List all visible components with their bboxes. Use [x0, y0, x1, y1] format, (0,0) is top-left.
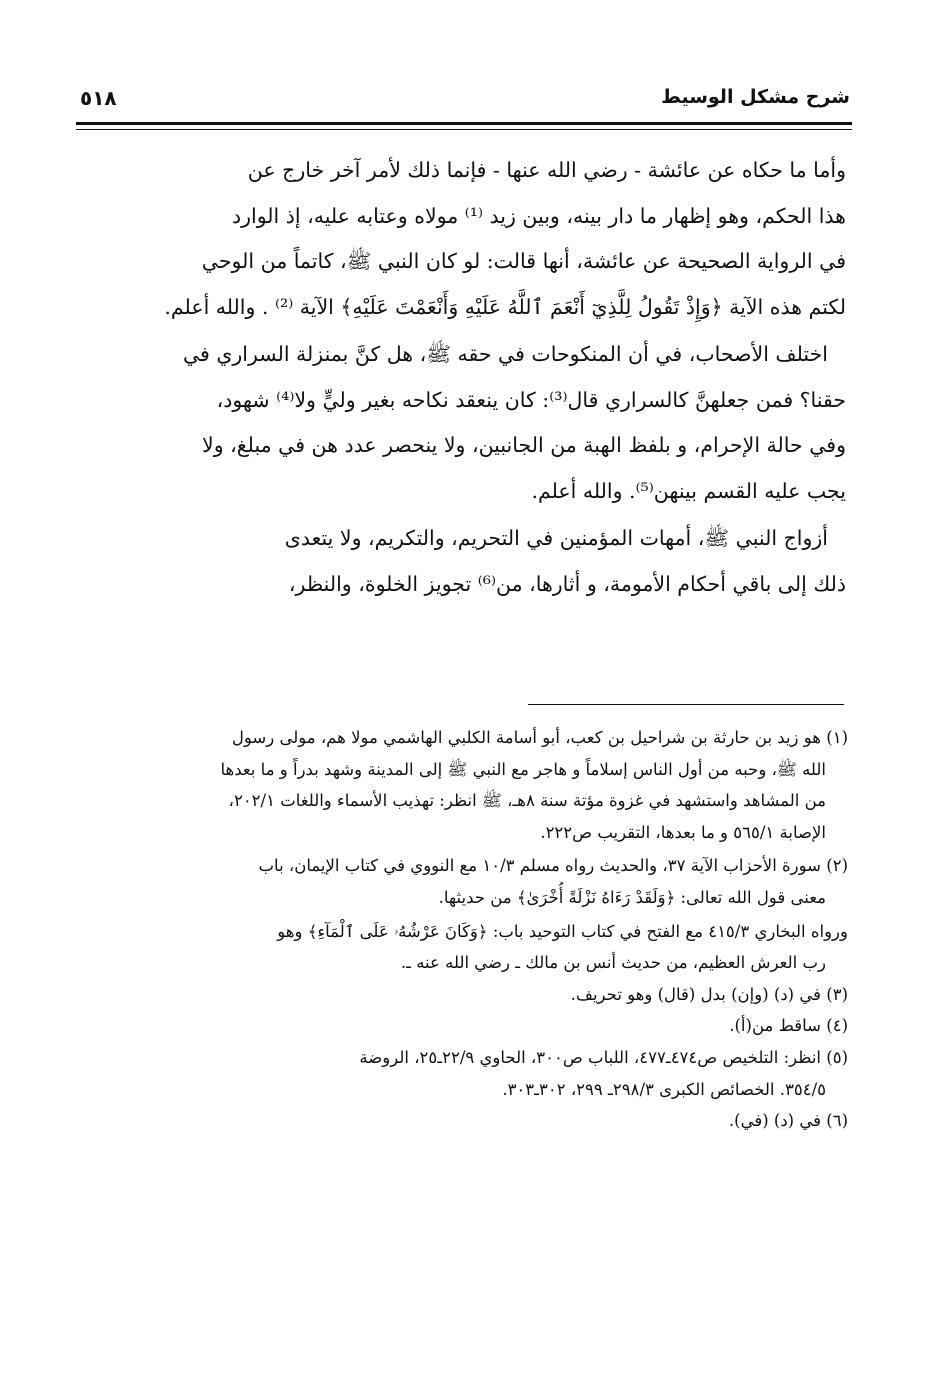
- footnote-5-line: (٥) انظر: التلخيص ص٤٧٤ـ٤٧٧، اللباب ص٣٠٠، الحاوي ٢٢/٩ـ٢٥، الروضة: [359, 1047, 848, 1067]
- body-line: هذا الحكم، وهو إظهار ما دار بينه، وبين زيد ⁽¹⁾ مولاه وعتابه عليه، إذ الوارد: [231, 203, 846, 228]
- running-title: شرح مشكل الوسيط: [661, 86, 850, 108]
- footnote-3: (٣) في (د) (وإن) بدل (قال) وهو تحريف.: [570, 984, 848, 1004]
- footnote-1-line: الإصابة ٥٦٥/١ و ما بعدها، التقريب ص٢٢٢.: [540, 822, 826, 842]
- body-line: اختلف الأصحاب، في أن المنكوحات في حقه ﷺ، هل كنَّ بمنزلة السراري في: [182, 342, 828, 366]
- footnote-2-line: رب العرش العظيم، من حديث أنس بن مالك ـ رضي الله عنه ـ.: [400, 953, 826, 973]
- footnote-2-line: معنى قول الله تعالى: ﴿وَلَقَدْ رَءَاهُ نَزْلَةً أُخْرَىٰ﴾ من حديثها.: [438, 887, 826, 907]
- footnote-2-line: (٢) سورة الأحزاب الآية ٣٧، والحديث رواه مسلم ١٠/٣ مع النووي في كتاب الإيمان، باب: [258, 856, 848, 876]
- body-line: حقنا؟ فمن جعلهنَّ كالسراري قال⁽³⁾: كان ينعقد نكاحه بغير وليٍّ ولا⁽⁴⁾ شهود،: [216, 387, 846, 412]
- footnote-separator: [528, 704, 844, 705]
- footnote-4: (٤) ساقط من(أ).: [729, 1016, 848, 1036]
- main-text: [76, 148, 846, 607]
- body-line: وفي حالة الإحرام، و بلفظ الهبة من الجانبين، ولا ينحصر عدد هن في مبلغ، ولا: [202, 433, 846, 457]
- footnote-6: (٦) في (د) (في).: [728, 1111, 848, 1131]
- footnote-1-line: الله ﷺ، وحبه من أول الناس إسلاماً و هاجر مع النبي ﷺ إلى المدينة وشهد بدراً و ما بعدها: [220, 759, 826, 779]
- footnotes: [72, 722, 848, 1137]
- footnote-2-line: ورواه البخاري ٤١٥/٣ مع الفتح في كتاب التوحيد باب: ﴿وَكَانَ عَرْشُهُۥ عَلَى ٱلْمَآءِ﴾ وهو: [277, 921, 848, 941]
- page-header: [78, 86, 850, 116]
- page-number: ٥١٨: [80, 86, 117, 110]
- body-line: ذلك إلى باقي أحكام الأمومة، و أثارها، من⁽⁶⁾ تجويز الخلوة، والنظر،: [288, 571, 846, 596]
- body-line: يجب عليه القسم بينهن⁽⁵⁾. والله أعلم.: [531, 478, 846, 503]
- header-rule-thin: [76, 129, 852, 130]
- body-line: في الرواية الصحيحة عن عائشة، أنها قالت: لو كان النبي ﷺ، كاتماً من الوحي: [201, 249, 846, 273]
- body-line: أزواج النبي ﷺ، أمهات المؤمنين في التحريم، والتكريم، ولا يتعدى: [284, 526, 828, 550]
- footnote-1-line: (١) هو زيد بن حارثة بن شراحيل بن كعب، أبو أسامة الكلبي الهاشمي مولا هم، مولى رسول: [231, 728, 848, 747]
- body-line: لكتم هذه الآية ﴿وَإِذْ تَقُولُ لِلَّذِيٓ أَنْعَمَ ٱللَّهُ عَلَيْهِ وَأَنْعَمْتَ عَلَيْهِ﴾ الآية ⁽²⁾ . والله أعلم.: [164, 294, 846, 319]
- header-rule-thick: [76, 122, 852, 125]
- footnote-1-line: من المشاهد واستشهد في غزوة مؤتة سنة ٨هـ، ﷺ انظر: تهذيب الأسماء واللغات ٢٠٢/١،: [228, 791, 826, 811]
- body-line: وأما ما حكاه عن عائشة - رضي الله عنها - فإنما ذلك لأمر آخر خارج عن: [247, 158, 846, 182]
- footnote-5-line: ٣٥٤/٥. الخصائص الكبرى ٢٩٨/٣ـ ٢٩٩، ٣٠٢ـ٣٠٣.: [502, 1079, 826, 1099]
